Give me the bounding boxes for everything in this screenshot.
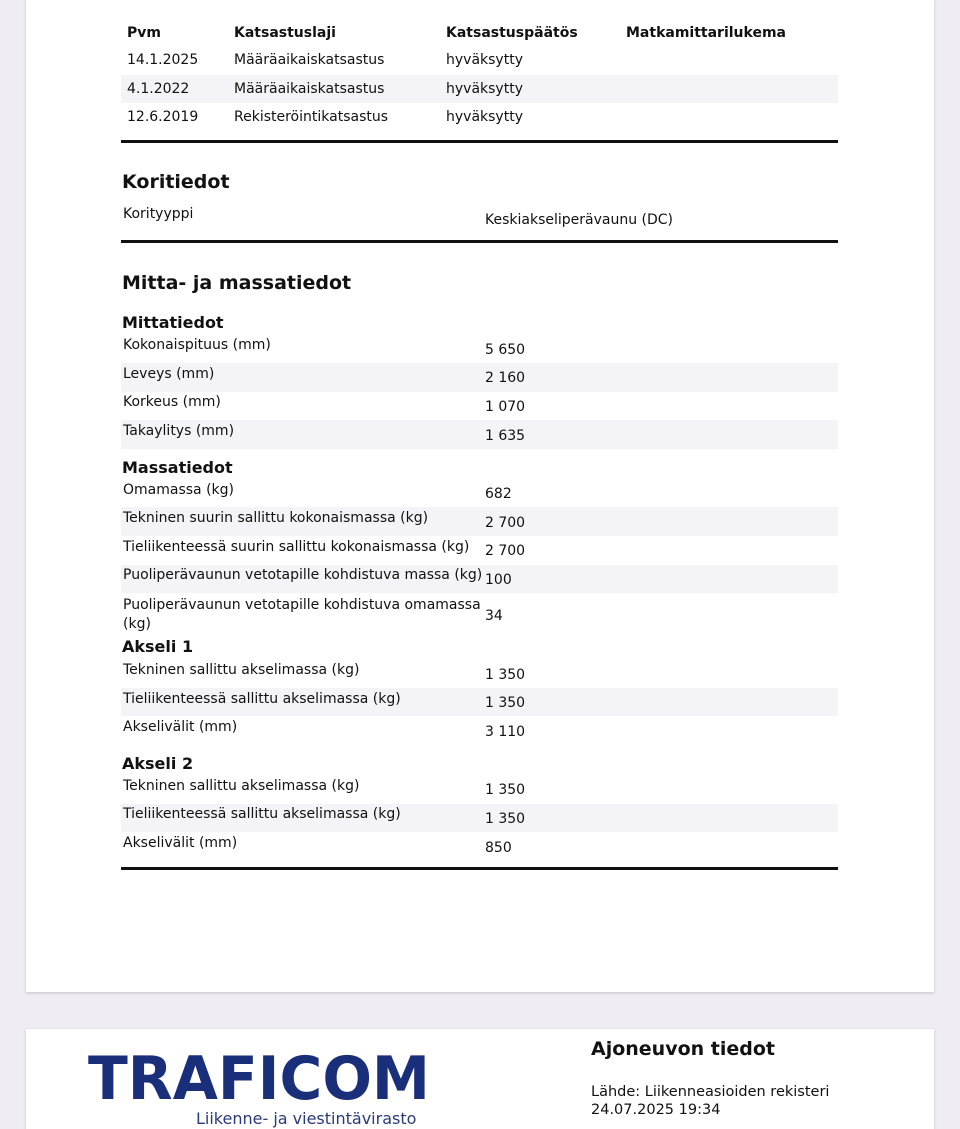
list-item — [121, 659, 838, 688]
item-label: Tieliikenteessä suurin sallittu kokonaismassa (kg) — [123, 538, 470, 555]
axle1-title: Akseli 1 — [122, 637, 194, 657]
list-item — [121, 536, 838, 565]
column-header-type: Katsastuslaji — [234, 25, 336, 41]
item-label: Takaylitys (mm) — [123, 423, 235, 440]
body-section-title: Koritiedot — [122, 170, 230, 193]
svg-text:TRAFICOM: TRAFICOM — [88, 1051, 430, 1103]
item-value: 1 350 — [485, 666, 526, 683]
section-divider — [121, 140, 838, 143]
list-item — [121, 565, 838, 594]
item-label: Leveys (mm) — [123, 365, 215, 382]
item-label: Akselivälit (mm) — [123, 719, 238, 736]
measurements-title: Mittatiedot — [122, 312, 224, 332]
axle2-title: Akseli 2 — [122, 754, 194, 774]
cell-decision: hyväksytty — [440, 75, 620, 104]
body-type-value: Keskiakseliperävaunu (DC) — [485, 211, 674, 228]
cell-decision: hyväksytty — [446, 52, 523, 69]
table-row — [121, 75, 838, 104]
list-item — [121, 688, 838, 717]
cell-odometer — [620, 103, 838, 132]
item-value: 2 160 — [485, 370, 526, 387]
item-value: 1 350 — [485, 782, 526, 799]
item-label: Omamassa (kg) — [123, 481, 234, 498]
document-page — [26, 0, 934, 992]
column-header-odometer: Matkamittarilukema — [626, 25, 786, 41]
item-value: 34 — [485, 608, 503, 625]
document-source: Lähde: Liikenneasioiden rekisteri — [591, 1084, 830, 1100]
list-item — [121, 716, 838, 745]
item-label: Puoliperävaunun vetotapille kohdistuva massa (kg) — [123, 567, 483, 584]
document-title: Ajoneuvon tiedot — [591, 1038, 776, 1060]
item-label: Korkeus (mm) — [123, 394, 221, 411]
document-date: 24.07.2025 19:34 — [591, 1102, 721, 1118]
column-header-decision: Katsastuspäätös — [446, 25, 578, 41]
item-value: 2 700 — [485, 543, 526, 560]
body-type-label: Korityyppi — [123, 206, 194, 222]
list-item — [121, 420, 838, 449]
body-type-row — [121, 206, 838, 230]
item-value: 850 — [485, 839, 512, 856]
column-header-date: Pvm — [127, 25, 161, 41]
cell-odometer — [620, 75, 838, 104]
item-label: Tekninen sallittu akselimassa (kg) — [123, 777, 360, 794]
item-label: Kokonaispituus (mm) — [123, 337, 271, 354]
measurements-list — [121, 335, 838, 449]
dims-section-title: Mitta- ja massatiedot — [122, 271, 352, 294]
table-header-row — [121, 20, 838, 46]
list-item — [121, 507, 838, 536]
masses-title: Massatiedot — [122, 457, 233, 477]
section-divider — [121, 240, 838, 243]
axle2-list — [121, 775, 838, 861]
item-label: Tieliikenteessä sallittu akselimassa (kg) — [123, 690, 401, 707]
cell-date: 4.1.2022 — [121, 75, 228, 104]
list-item — [121, 363, 838, 392]
list-item — [121, 804, 838, 833]
cell-date: 12.6.2019 — [127, 109, 199, 126]
cell-decision: hyväksytty — [446, 109, 523, 126]
page-content — [121, 0, 838, 870]
item-label: Tekninen sallittu akselimassa (kg) — [123, 662, 360, 679]
item-value: 3 110 — [485, 723, 526, 740]
inspection-table — [121, 20, 838, 132]
list-item — [121, 593, 838, 637]
section-divider — [121, 867, 838, 870]
item-value: 5 650 — [485, 341, 526, 358]
item-value: 1 350 — [485, 695, 526, 712]
item-label: Tekninen suurin sallittu kokonaismassa (kg) — [123, 510, 429, 527]
list-item — [121, 392, 838, 421]
item-value: 1 070 — [485, 398, 526, 415]
logo-subtitle: Liikenne- ja viestintävirasto — [196, 1109, 417, 1128]
item-label: Akselivälit (mm) — [123, 835, 238, 852]
cell-type: Rekisteröintikatsastus — [234, 109, 389, 126]
item-value: 682 — [485, 486, 512, 503]
table-row — [121, 46, 838, 75]
list-item — [121, 479, 838, 508]
document-page-2 — [26, 1029, 934, 1129]
cell-date: 14.1.2025 — [127, 52, 199, 69]
item-label: Puoliperävaunun vetotapille kohdistuva omamassa (kg) — [123, 597, 481, 633]
masses-list — [121, 479, 838, 637]
axle1-list — [121, 659, 838, 745]
item-value: 2 700 — [485, 514, 526, 531]
cell-type: Määräaikaiskatsastus — [234, 52, 385, 69]
list-item — [121, 832, 838, 861]
item-value: 1 350 — [485, 810, 526, 827]
cell-odometer — [620, 46, 838, 75]
cell-type: Määräaikaiskatsastus — [228, 75, 440, 104]
traficom-logo — [88, 1051, 433, 1107]
item-label: Tieliikenteessä sallittu akselimassa (kg) — [123, 806, 401, 823]
list-item — [121, 775, 838, 804]
table-row — [121, 103, 838, 132]
traficom-logo-icon — [88, 1051, 433, 1103]
list-item — [121, 335, 838, 364]
item-value: 1 635 — [485, 427, 526, 444]
item-value: 100 — [485, 571, 512, 588]
